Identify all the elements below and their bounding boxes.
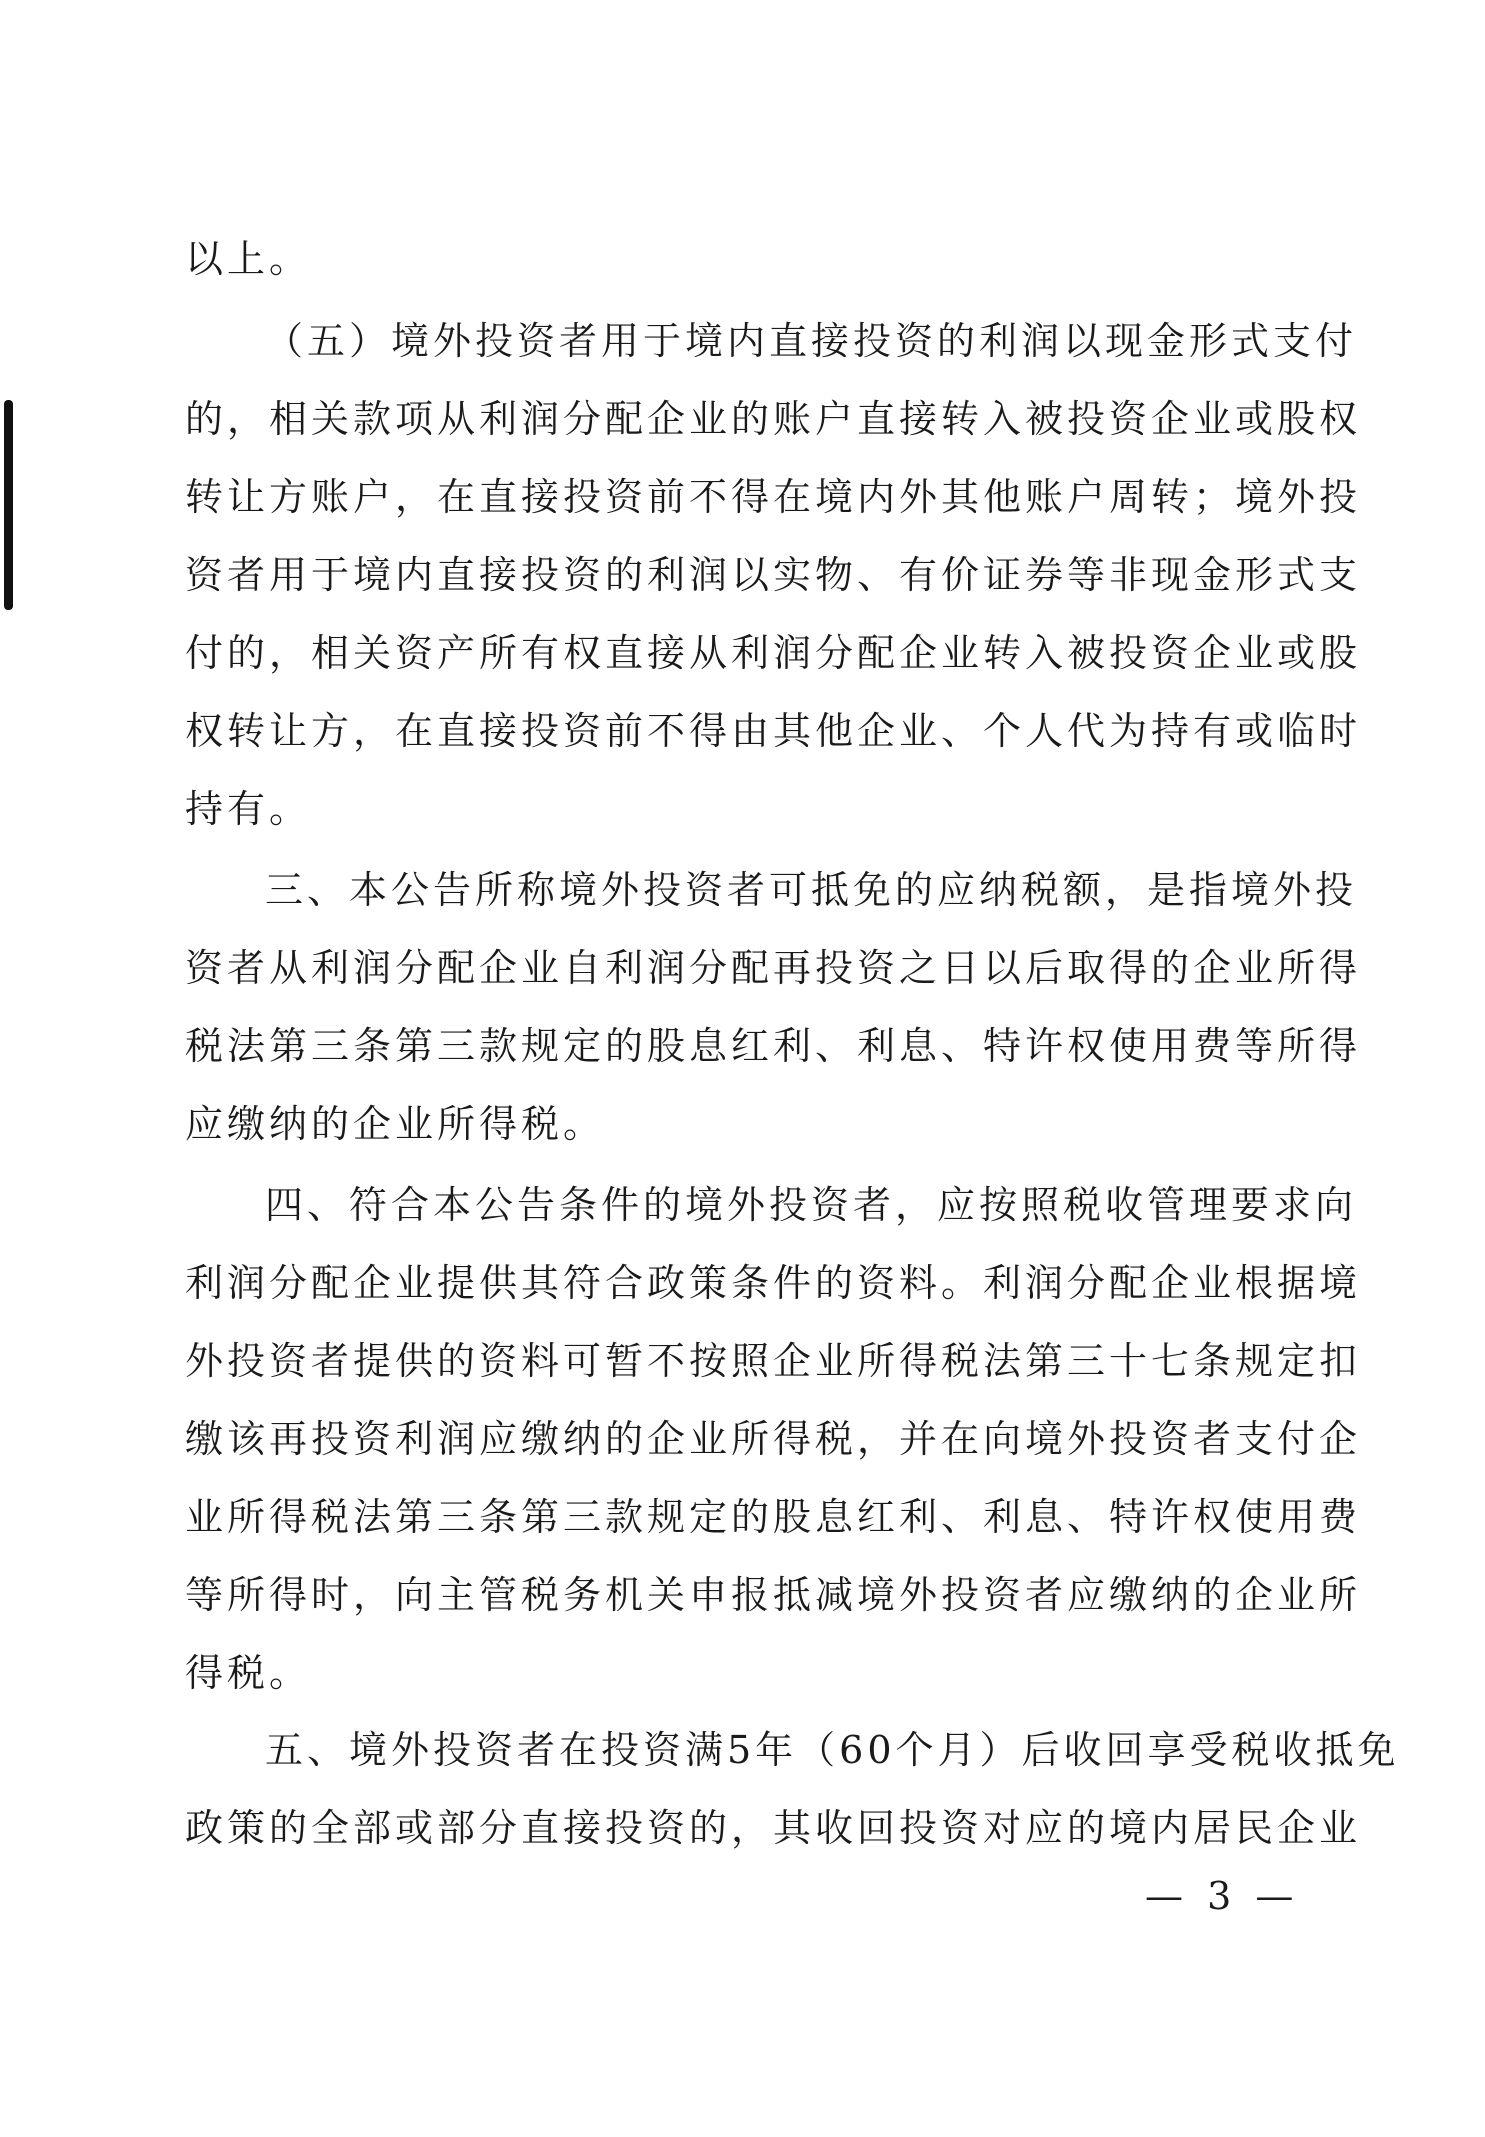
paragraph-line: 持有。	[185, 787, 312, 831]
paragraph-line: 政策的全部或部分直接投资的，其收回投资对应的境内居民企业	[185, 1806, 1362, 1850]
paragraph-line: （五）境外投资者用于境内直接投资的利润以现金形式支付	[265, 319, 1358, 363]
paragraph-line: 税法第三条第三款规定的股息红利、利息、特许权使用费等所得	[185, 1024, 1362, 1068]
paragraph-line: 外投资者提供的资料可暂不按照企业所得税法第三十七条规定扣	[185, 1339, 1362, 1383]
paragraph-line: 转让方账户，在直接投资前不得在境内外其他账户周转；境外投	[185, 475, 1362, 519]
paragraph-line: 以上。	[185, 237, 312, 281]
paragraph-line: 等所得时，向主管税务机关申报抵减境外投资者应缴纳的企业所	[185, 1573, 1362, 1617]
paragraph-line: 缴该再投资利润应缴纳的企业所得税，并在向境外投资者支付企	[185, 1417, 1362, 1461]
paragraph-line: 业所得税法第三条第三款规定的股息红利、利息、特许权使用费	[185, 1495, 1362, 1539]
paragraph-line: 付的，相关资产所有权直接从利润分配企业转入被投资企业或股	[185, 631, 1362, 675]
paragraph-line: 利润分配企业提供其符合政策条件的资料。利润分配企业根据境	[185, 1261, 1362, 1305]
paragraph-line: 得税。	[185, 1651, 312, 1695]
paragraph-line: 四、符合本公告条件的境外投资者，应按照税收管理要求向	[265, 1183, 1358, 1227]
paragraph-line: 应缴纳的企业所得税。	[185, 1102, 606, 1146]
paragraph-line: 的，相关款项从利润分配企业的账户直接转入被投资企业或股权	[185, 397, 1362, 441]
scan-edge-mark	[4, 400, 13, 610]
paragraph-line: 三、本公告所称境外投资者可抵免的应纳税额，是指境外投	[265, 868, 1358, 912]
page-number: — 3 —	[1145, 1874, 1300, 1918]
paragraph-line: 权转让方，在直接投资前不得由其他企业、个人代为持有或临时	[185, 709, 1362, 753]
paragraph-line: 资者从利润分配企业自利润分配再投资之日以后取得的企业所得	[185, 946, 1362, 990]
paragraph-line: 五、境外投资者在投资满5年（60个月）后收回享受税收抵免	[265, 1728, 1400, 1772]
paragraph-line: 资者用于境内直接投资的利润以实物、有价证券等非现金形式支	[185, 553, 1362, 597]
